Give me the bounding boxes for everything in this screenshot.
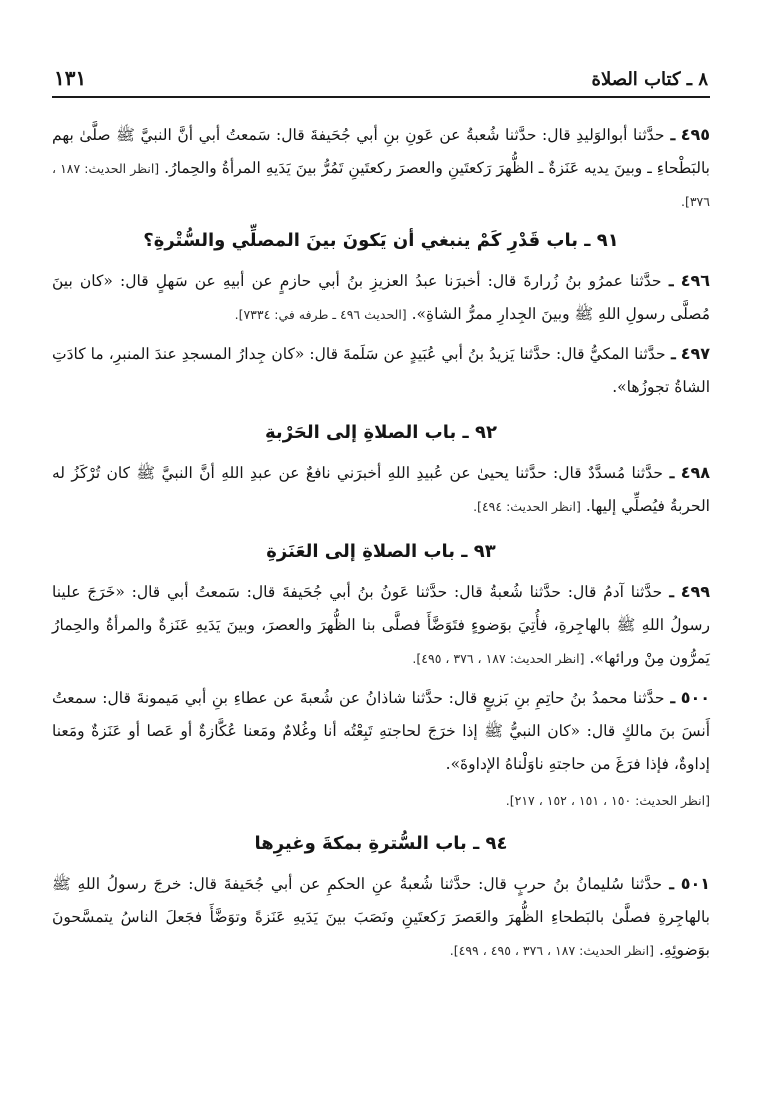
hadith-text: حدَّثنا المكيُّ قال: حدَّثنا يَزيدُ بنُ أبي عُبَيدٍ عن سَلَمةَ قال: «كان جِدارُ المسجدِ عندَ المنبرِ، ما كادَتِ الشاةُ تجوزُها». [52, 345, 710, 396]
chapter-heading-94: ٩٤ ـ باب السُّترةِ بمكةَ وغيرِها [254, 833, 508, 854]
hadith-496: ٤٩٦ ـ حدَّثنا عمرُو بنُ زُرارةَ قال: أخبرَنا عبدُ العزيزِ بنُ أبي حازمٍ عن أبيهِ عن سَهلٍ قال: «كان بينَ مُصلَّى رسولِ اللهِ ﷺ وبينَ الجِدارِ ممرُّ الشاةِ». [الحديث ٤٩٦ ـ طرفه في: ٧٣٣٤]. [52, 271, 710, 323]
hadith-reference: [انظر الحديث: ١٨٧ ، ٣٧٦ ، ٤٩٥]. [412, 651, 585, 666]
hadith-text: حدَّثنا مُسدَّدٌ قال: حدَّثنا يحيىٰ عن عُبيدِ اللهِ أخبرَني نافعٌ عن عبدِ اللهِ أنَّ النبيَّ ﷺ كان تُرْكَزُ له الحربةُ فيُصلِّي إليها. [52, 464, 710, 515]
hadith-number: ٥٠١ [680, 874, 710, 893]
hadith-text: حدَّثنا عمرُو بنُ زُرارةَ قال: أخبرَنا عبدُ العزيزِ بنُ أبي حازمٍ عن أبيهِ عن سَهلٍ قال: «كان بينَ مُصلَّى رسولِ اللهِ ﷺ وبينَ الجِدارِ ممرُّ الشاةِ». [52, 272, 710, 323]
hadith-text: حدَّثنا آدمُ قال: حدَّثنا شُعبةُ قال: حدَّثنا عَونُ بنُ أبي جُحَيفةَ قال: سَمعتُ أبي قال: «خَرَجَ علينا رسولُ اللهِ ﷺ بالهاجِرةِ، فأُتِيَ بوَضوءٍ فتَوَضَّأَ فصلَّى بنا الظُّهرَ والعصرَ، وبينَ يَدَيهِ عَنَزةٌ والمرأةُ والحِمارُ يَمرُّون مِنْ ورائها». [52, 583, 710, 667]
hadith-500: ٥٠٠ ـ حدَّثنا محمدُ بنُ حاتِمِ بنِ بَزيعٍ قال: حدَّثنا شاذانُ عن شُعبةَ عن عطاءِ بنِ أبي مَيمونةَ قال: سمعتُ أَنسَ بنَ مالكٍ قال: «كان النبيُّ ﷺ إذا خرَجَ لحاجتهِ تَبِعْتُه أنا وغُلامٌ ومَعنا عُكَّازةٌ أو عَصا أو عَنَزةٌ ومَعنا إداوةٌ، فإذا فرَغَ من حاجتهِ ناوَلْناهُ الإداوةَ». [52, 688, 711, 773]
hadith-499: ٤٩٩ ـ حدَّثنا آدمُ قال: حدَّثنا شُعبةُ قال: حدَّثنا عَونُ بنُ أبي جُحَيفةَ قال: سَمعتُ أبي قال: «خَرَجَ علينا رسولُ اللهِ ﷺ بالهاجِرةِ، فأُتِيَ بوَضوءٍ فتَوَضَّأَ فصلَّى بنا الظُّهرَ والعصرَ، وبينَ يَدَيهِ عَنَزةٌ والمرأةُ والحِمارُ يَمرُّون مِنْ ورائها». [انظر الحديث: ١٨٧ ، ٣٧٦ ، ٤٩٥]. [52, 582, 710, 667]
book-page [52, 60, 710, 973]
running-header [52, 60, 710, 90]
hadith-reference: [الحديث ٤٩٦ ـ طرفه في: ٧٣٣٤]. [234, 307, 407, 322]
chapter-heading-93: ٩٣ ـ باب الصلاةِ إلى العَنَزةِ [266, 541, 496, 562]
header-rule [52, 96, 710, 98]
chapter-heading-92: ٩٢ ـ باب الصلاةِ إلى الحَرْبةِ [265, 422, 497, 443]
hadith-497: ٤٩٧ ـ حدَّثنا المكيُّ قال: حدَّثنا يَزيدُ بنُ أبي عُبَيدٍ عن سَلَمةَ قال: «كان جِدارُ المسجدِ عندَ المنبرِ، ما كادَتِ الشاةُ تجوزُها». [52, 344, 710, 396]
hadith-number: ٤٩٦ [680, 271, 710, 290]
hadith-text: حدَّثنا أبوالوَليدِ قال: حدَّثنا شُعبةُ عن عَونِ بنِ أبي جُحَيفةَ قال: سَمعتُ أبي أنَّ النبيَّ ﷺ صلَّىٰ بهم بالبَطْحاءِ ـ وبينَ يديه عَنَزةٌ ـ الظُّهرَ رَكعتَينِ والعصرَ ركعتَينِ تَمُرُّ بينَ يَدَيهِ المرأةُ والحِمارُ. [52, 126, 710, 177]
hadith-reference: [انظر الحديث: ٤٩٤]. [473, 499, 581, 514]
hadith-501: ٥٠١ ـ حدَّثنا سُليمانُ بنُ حربٍ قال: حدَّثنا شُعبةُ عنِ الحكمِ عن أبي جُحَيفةَ قال: خرجَ رسولُ اللهِ ﷺ بالهاجِرةِ فصلَّىٰ بالبَطحاءِ الظُّهرَ والعَصرَ رَكعتَينِ ونَصَبَ بينَ يَدَيهِ عَنَزةً وتوَضَّأَ فجَعلَ الناسُ يتمسَّحونَ بوَضوئِهِ. [انظر الحديث: ١٨٧ ، ٣٧٦ ، ٤٩٥ ، ٤٩٩]. [52, 874, 710, 959]
hadith-495: ٤٩٥ ـ حدَّثنا أبوالوَليدِ قال: حدَّثنا شُعبةُ عن عَونِ بنِ أبي جُحَيفةَ قال: سَمعتُ أبي أنَّ النبيَّ ﷺ صلَّىٰ بهم بالبَطْحاءِ ـ وبينَ يديه عَنَزةٌ ـ الظُّهرَ رَكعتَينِ والعصرَ ركعتَينِ تَمُرُّ بينَ يَدَيهِ المرأةُ والحِمارُ. [انظر الحديث: ١٨٧ ، ٣٧٦]. [52, 125, 711, 209]
hadith-number: ٤٩٥ [680, 125, 711, 144]
hadith-text: حدَّثنا سُليمانُ بنُ حربٍ قال: حدَّثنا شُعبةُ عنِ الحكمِ عن أبي جُحَيفةَ قال: خرجَ رسولُ اللهِ ﷺ بالهاجِرةِ فصلَّىٰ بالبَطحاءِ الظُّهرَ والعَصرَ رَكعتَينِ ونَصَبَ بينَ يَدَيهِ عَنَزةً وتوَضَّأَ فجَعلَ الناسُ يتمسَّحونَ بوَضوئِهِ. [52, 875, 710, 959]
hadith-number: ٤٩٨ [680, 463, 711, 482]
running-title: ٨ ـ كتاب الصلاة [591, 69, 708, 90]
hadith-text: حدَّثنا محمدُ بنُ حاتِمِ بنِ بَزيعٍ قال: حدَّثنا شاذانُ عن شُعبةَ عن عطاءِ بنِ أبي مَيمونةَ قال: سمعتُ أَنسَ بنَ مالكٍ قال: «كان النبيُّ ﷺ إذا خرَجَ لحاجتهِ تَبِعْتُه أنا وغُلامٌ ومَعنا عُكَّازةٌ أو عَصا أو عَنَزةٌ ومَعنا إداوةٌ، فإذا فرَغَ من حاجتهِ ناوَلْناهُ الإداوةَ». [52, 689, 710, 773]
hadith-reference: [انظر الحديث: ١٥٠ ، ١٥١ ، ١٥٢ ، ٢١٧]. [505, 793, 710, 808]
hadith-number: ٤٩٧ [680, 344, 710, 363]
page-number: ١٣١ [54, 66, 87, 90]
hadith-number: ٤٩٩ [680, 582, 710, 601]
hadith-498: ٤٩٨ ـ حدَّثنا مُسدَّدٌ قال: حدَّثنا يحيىٰ عن عُبيدِ اللهِ أخبرَني نافعٌ عن عبدِ اللهِ أنَّ النبيَّ ﷺ كان تُرْكَزُ له الحربةُ فيُصلِّي إليها. [انظر الحديث: ٤٩٤]. [52, 463, 711, 515]
chapter-heading-91: ٩١ ـ باب قَدْرِ كَمْ ينبغي أن يَكونَ بينَ المصلِّي والسُّتْرةِ؟ [143, 230, 619, 251]
hadith-number: ٥٠٠ [680, 688, 711, 707]
hadith-reference: [انظر الحديث: ١٨٧ ، ٣٧٦ ، ٤٩٥ ، ٤٩٩]. [449, 943, 655, 958]
hadith-reference: [انظر الحديث: ١٨٧ ، ٣٧٦]. [52, 161, 710, 209]
